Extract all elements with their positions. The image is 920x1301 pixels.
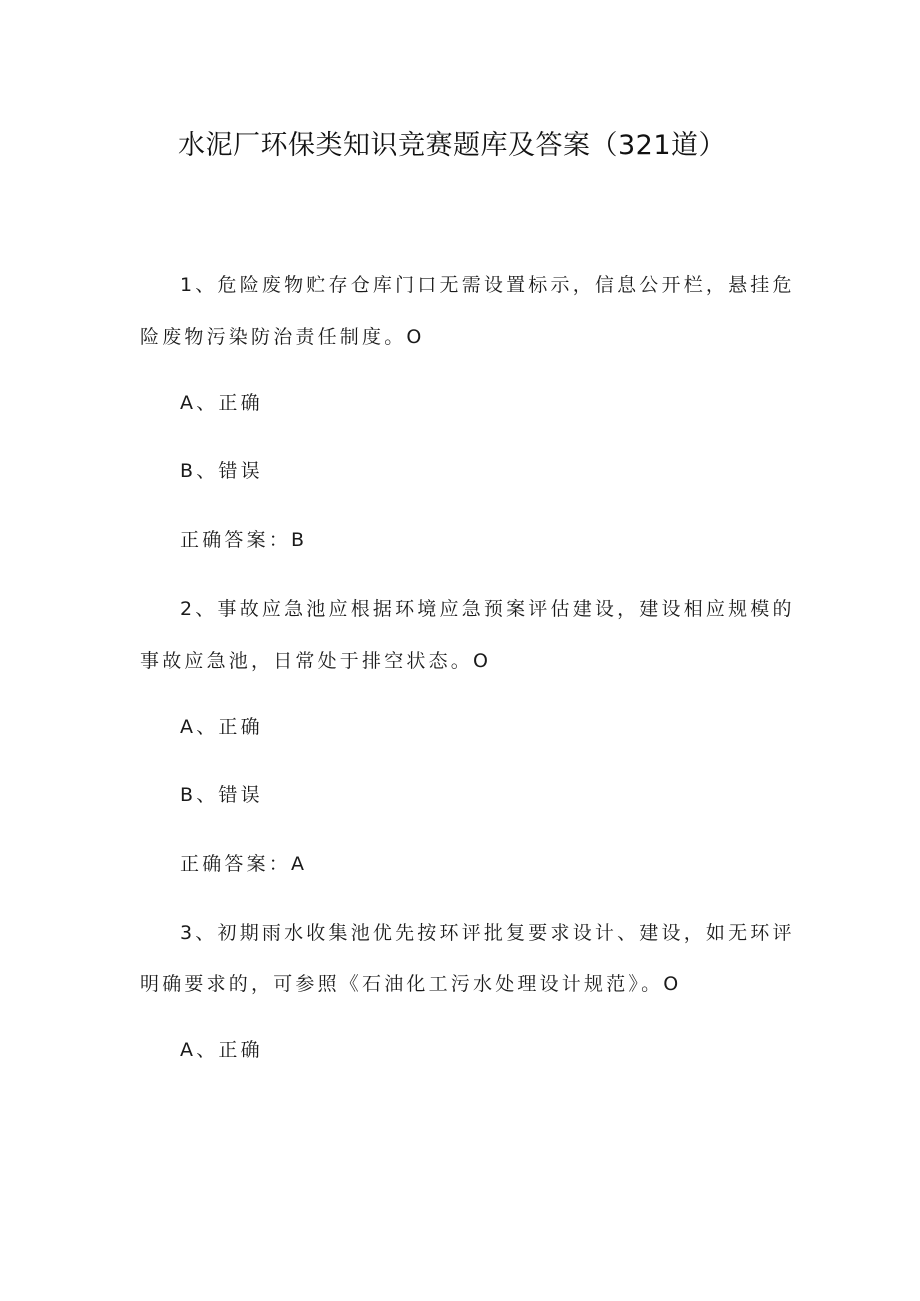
- question-3-text-line1: 3、初期雨水收集池优先按环评批复要求设计、建设，如无环评: [180, 922, 795, 944]
- question-3-text-line2: 明确要求的，可参照《石油化工污水处理设计规范》。O: [140, 973, 682, 995]
- question-1-option-a: A、正确: [180, 392, 263, 414]
- question-1-text-line2: 险废物污染防治责任制度。O: [140, 326, 425, 348]
- question-1-option-b: B、错误: [180, 460, 263, 482]
- question-1-answer: 正确答案：B: [180, 529, 308, 551]
- question-2-option-a: A、正确: [180, 716, 263, 738]
- question-2-option-b: B、错误: [180, 784, 263, 806]
- question-1-text-line1: 1、危险废物贮存仓库门口无需设置标示，信息公开栏，悬挂危: [180, 274, 795, 296]
- question-2-answer: 正确答案：A: [180, 853, 308, 875]
- question-2-text-line2: 事故应急池，日常处于排空状态。O: [140, 650, 492, 672]
- question-2-text-line1: 2、事故应急池应根据环境应急预案评估建设，建设相应规模的: [180, 598, 795, 620]
- question-3-option-a: A、正确: [180, 1039, 263, 1061]
- document-title: 水泥厂环保类知识竞赛题库及答案（321道）: [178, 130, 727, 161]
